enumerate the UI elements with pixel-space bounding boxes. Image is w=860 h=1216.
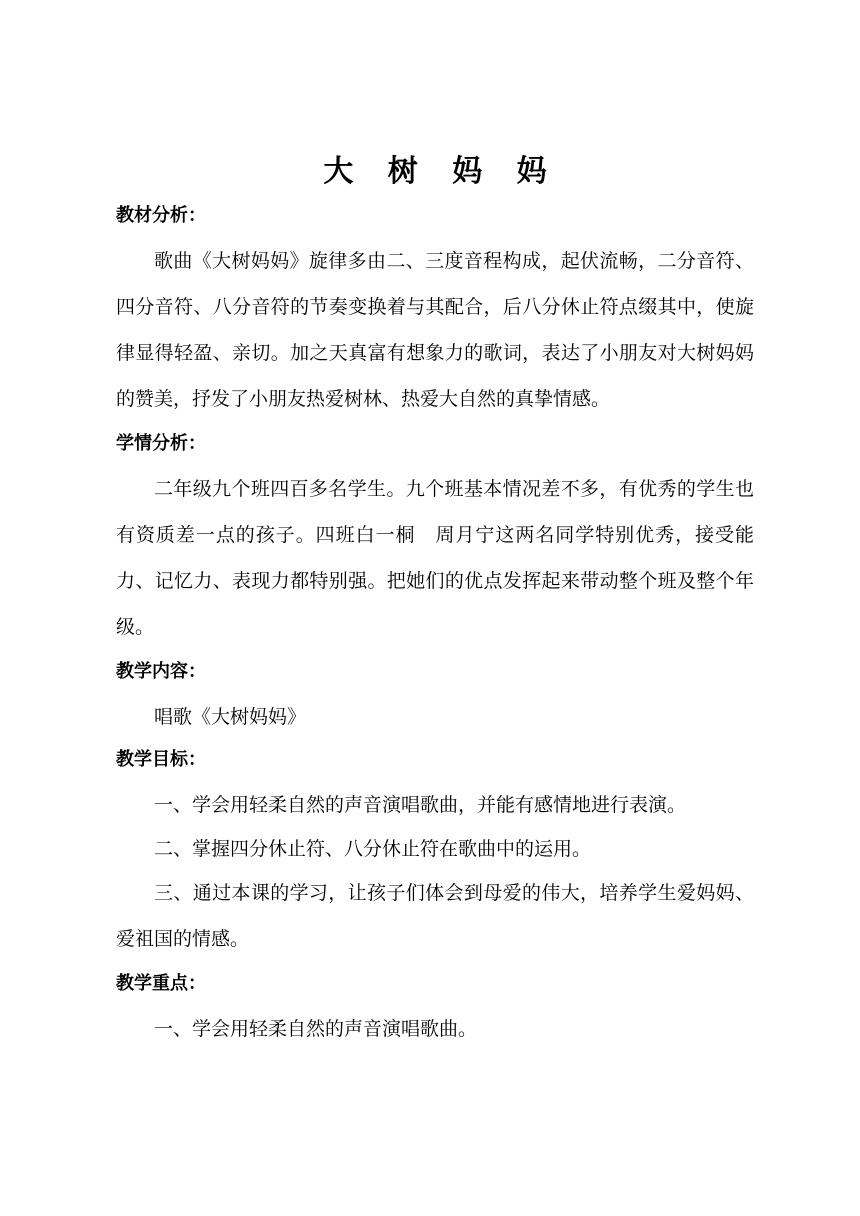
section-heading-students: 学情分析： [116,433,206,454]
section-heading-keypoints: 教学重点： [116,973,206,994]
goal-item-2: 二、掌握四分休止符、八分休止符在歌曲中的运用。 [154,838,592,860]
goal-item-1: 一、学会用轻柔自然的声音演唱歌曲，并能有感情地进行表演。 [154,794,687,816]
section-heading-goals: 教学目标： [116,749,206,770]
document-page [116,150,754,1060]
section-heading-material: 教材分析： [116,205,206,226]
goal-item-3: 三、通过本课的学习，让孩子们体会到母爱的伟大，培养学生爱妈妈、爱祖国的情感。 [116,882,754,950]
document-title: 大 树 妈 妈 [323,154,559,189]
section-heading-content: 教学内容： [116,661,206,682]
section-text-material: 歌曲《大树妈妈》旋律多由二、三度音程构成，起伏流畅，二分音符、四分音符、八分音符的节奏变换着与其配合，后八分休止符点缀其中，使旋律显得轻盈、亲切。加之天真富有想象力的歌词，表达了小朋友对大树妈妈的赞美，抒发了小朋友热爱树林、热爱大自然的真挚情感。 [116,250,754,410]
section-text-content: 唱歌《大树妈妈》 [154,706,307,728]
keypoint-item-1: 一、学会用轻柔自然的声音演唱歌曲。 [154,1018,478,1040]
section-text-students: 二年级九个班四百多名学生。九个班基本情况差不多，有优秀的学生也有资质差一点的孩子。四班白一桐 周月宁这两名同学特别优秀，接受能力、记忆力、表现力都特别强。把她们的优点发挥起来带动整个班及整个年级。 [116,478,754,638]
